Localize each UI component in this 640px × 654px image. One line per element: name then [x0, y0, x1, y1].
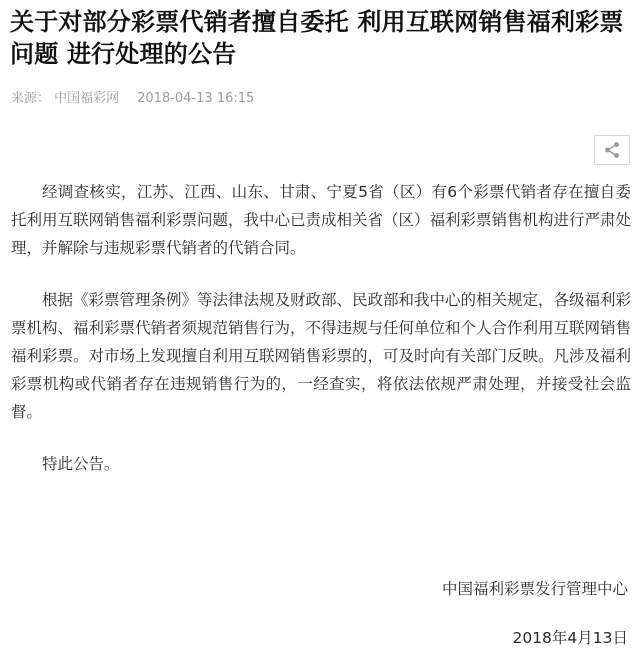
- article-paragraph: 特此公告。: [42, 455, 120, 473]
- share-button[interactable]: [594, 135, 630, 165]
- article-paragraph: 经调查核实，江苏、江西、山东、甘肃、宁夏5省（区）有6个彩票代销者存在擅自委托利用互联网销售福利彩票问题，我中心已责成相关省（区）福利彩票销售机构进行严肃处理，并解除与违规彩票代销者的代销合同。: [11, 183, 632, 257]
- article-paragraph: 根据《彩票管理条例》等法律法规及财政部、民政部和我中心的相关规定，各级福利彩票机构、福利彩票代销者须规范销售行为，不得违规与任何单位和个人合作利用互联网销售福利彩票。对市场上发现擅自利用互联网销售彩票的，可及时向有关部门反映。凡涉及福利彩票机构或代销者存在违规销售行为的，一经查实，将依法依规严肃处理，并接受社会监督。: [11, 291, 632, 421]
- article-date: 2018-04-13 16:15: [137, 91, 255, 106]
- article-meta: [11, 90, 254, 108]
- article-source: 来源： 中国福彩网: [11, 91, 120, 106]
- signature-organization: 中国福利彩票发行管理中心: [441, 580, 628, 598]
- article-body: [11, 178, 631, 502]
- signature-date: 2018年4月13日: [512, 629, 628, 647]
- share-icon: [603, 141, 621, 159]
- article-title: 关于对部分彩票代销者擅自委托 利用互联网销售福利彩票问题 进行处理的公告: [10, 8, 624, 68]
